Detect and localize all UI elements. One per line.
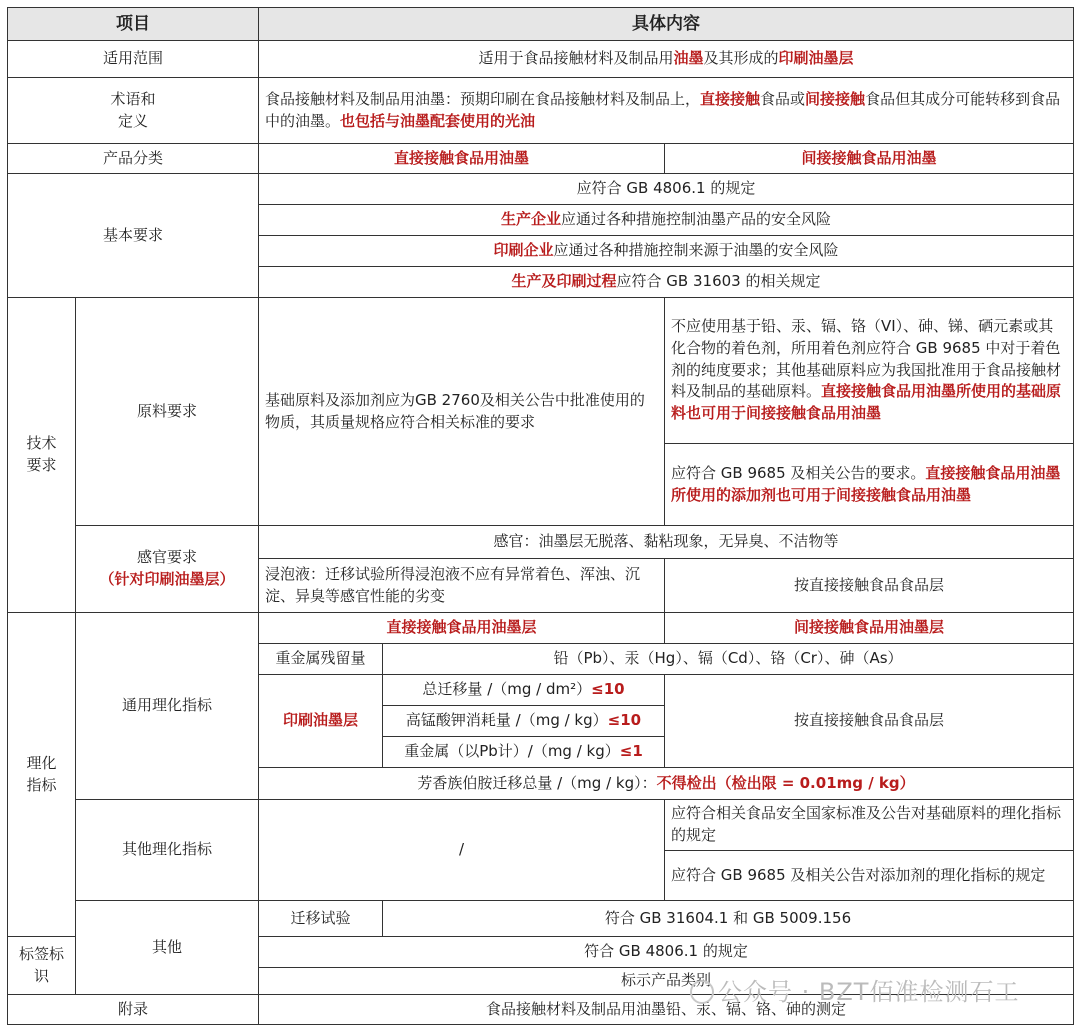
labeling-value-1: 符合 GB 4806.1 的规定	[259, 937, 1074, 968]
migration-row	[8, 901, 1074, 937]
raw-additive-requirement: 应符合 GB 9685 及相关公告的要求。直接接触食品用油墨所使用的添加剂也可用于间接接触食品用油墨	[665, 444, 1074, 526]
labeling-label: 标签标识	[8, 937, 76, 995]
header-content: 具体内容	[259, 8, 1074, 41]
basic-requirement-4: 生产及印刷过程应符合 GB 31603 的相关规定	[259, 267, 1074, 298]
physchem-label: 理化 指标	[8, 613, 76, 937]
overall-migration: 总迁移量 /（mg / dm²）≤10	[383, 675, 665, 706]
other-label: 其他理化指标	[76, 800, 259, 901]
migration-label: 迁移试验	[259, 901, 383, 937]
other-middle: /	[259, 800, 665, 901]
print-layer-label: 印刷油墨层	[259, 675, 383, 768]
basic-requirement-2: 生产企业应通过各种措施控制油墨产品的安全风险	[259, 205, 1074, 236]
raw-direct-requirement: 不应使用基于铅、汞、镉、铬（VI）、砷、锑、硒元素或其化合物的着色剂，所用着色剂应符合 GB 9685 中对于着色剂的纯度要求；其他基础原料应为我国批准用于食品接触材料及制品的基础原料。直接接触食品用油墨所使用的基础原料也可用于间接接触食品用油墨	[665, 298, 1074, 444]
requirements-table	[7, 7, 1074, 1025]
general-direct-header: 直接接触食品用油墨层	[259, 613, 665, 644]
labeling-value-2: 标示产品类别	[259, 968, 1074, 995]
watermark: 公众号 · BZT佰准检测石工	[690, 972, 1019, 1007]
appendix-label: 附录	[8, 995, 259, 1025]
header-item: 项目	[8, 8, 259, 41]
scope-row	[8, 41, 1074, 78]
sensory-immersion: 浸泡液：迁移试验所得浸泡液不应有异常着色、浑浊、沉淀、异臭等感官性能的劣变	[259, 559, 665, 613]
other-base-requirement: 应符合相关食品安全国家标准及公告对基础原料的理化指标的规定	[665, 800, 1074, 851]
raw-label: 原料要求	[76, 298, 259, 526]
sensory-label: 感官要求 （针对印刷油墨层）	[76, 526, 259, 613]
other-additive-requirement: 应符合 GB 9685 及相关公告对添加剂的理化指标的规定	[665, 851, 1074, 901]
classification-direct: 直接接触食品用油墨	[259, 144, 665, 174]
migration-value: 符合 GB 31604.1 和 GB 5009.156	[383, 901, 1074, 937]
general-row-1	[8, 613, 1074, 644]
terms-content: 食品接触材料及制品用油墨：预期印刷在食品接触材料及制品上，直接接触食品或间接接触食品但其成分可能转移到食品中的油墨。也包括与油墨配套使用的光油	[259, 78, 1074, 144]
heavy-metal-label: 重金属残留量	[259, 644, 383, 675]
aromatic-amine: 芳香族伯胺迁移总量 /（mg / kg）：不得检出（检出限 = 0.01mg / kg）	[259, 768, 1074, 800]
basic-requirement-1: 应符合 GB 4806.1 的规定	[259, 174, 1074, 205]
sensory-row-1	[8, 526, 1074, 559]
table-header-row	[8, 8, 1074, 41]
sensory-indirect: 按直接接触食品食品层	[665, 559, 1074, 613]
basic-row-1	[8, 174, 1074, 205]
others-label: 其他	[76, 901, 259, 995]
sensory-requirement: 感官：油墨层无脱落、黏粘现象，无异臭、不洁物等	[259, 526, 1074, 559]
classification-label: 产品分类	[8, 144, 259, 174]
heavy-metal-pb: 重金属（以Pb计）/（mg / kg）≤1	[383, 737, 665, 768]
scope-label: 适用范围	[8, 41, 259, 78]
appendix-value: 食品接触材料及制品用油墨铅、汞、镉、铬、砷的测定	[259, 995, 1074, 1025]
terms-label: 术语和 定义	[8, 78, 259, 144]
appendix-row	[8, 995, 1074, 1025]
heavy-metal-value: 铅（Pb）、汞（Hg）、镉（Cd）、铬（Cr）、砷（As）	[383, 644, 1074, 675]
general-label: 通用理化指标	[76, 613, 259, 800]
scope-content: 适用于食品接触材料及制品用油墨及其形成的印刷油墨层	[259, 41, 1074, 78]
terms-row	[8, 78, 1074, 144]
raw-common: 基础原料及添加剂应为GB 2760及相关公告中批准使用的物质，其质量规格应符合相关标准的要求	[259, 298, 665, 526]
basic-requirement-3: 印刷企业应通过各种措施控制来源于油墨的安全风险	[259, 236, 1074, 267]
raw-row-1	[8, 298, 1074, 444]
classification-row	[8, 144, 1074, 174]
classification-indirect: 间接接触食品用油墨	[665, 144, 1074, 174]
permanganate-consumption: 高锰酸钾消耗量 /（mg / kg）≤10	[383, 706, 665, 737]
general-indirect-header: 间接接触食品用油墨层	[665, 613, 1074, 644]
other-row-1	[8, 800, 1074, 851]
basic-label: 基本要求	[8, 174, 259, 298]
general-indirect-value: 按直接接触食品食品层	[665, 675, 1074, 768]
tech-label: 技术 要求	[8, 298, 76, 613]
